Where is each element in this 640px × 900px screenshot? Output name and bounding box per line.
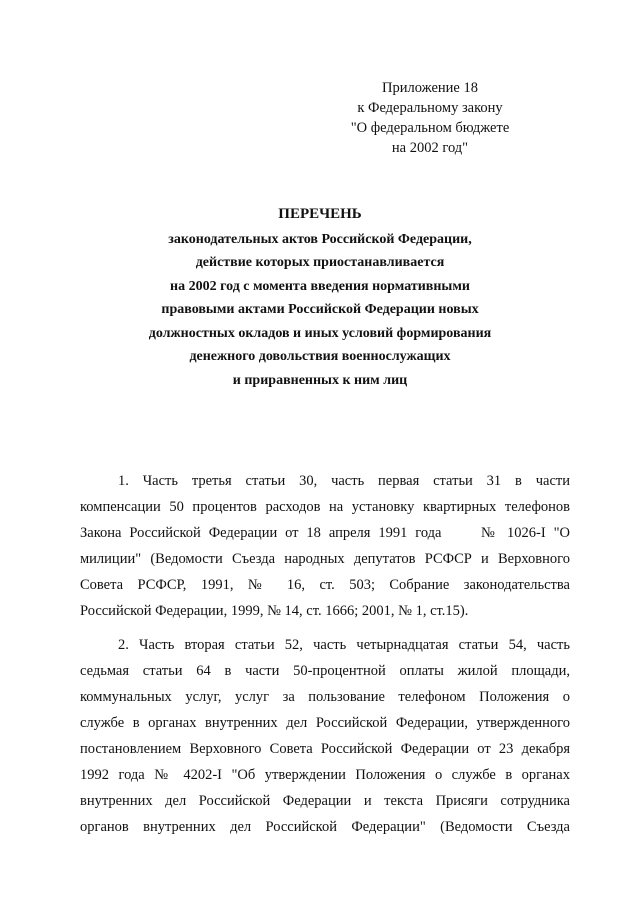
title-line: на 2002 год с момента введения нормативными xyxy=(170,278,470,294)
paragraph-line: постановлением Верховного Совета Российской Федерации от 23 декабря xyxy=(80,741,570,757)
paragraph-line: коммунальных услуг, услуг за пользование телефоном Положения о xyxy=(80,689,570,705)
paragraph-line: седьмая статьи 64 в части 50-процентной оплаты жилой площади, xyxy=(80,663,570,679)
paragraph-line: Совета РСФСР, 1991, № 16, ст. 503; Собрание законодательства xyxy=(80,577,570,593)
paragraph-line: внутренних дел Российской Федерации и текста Присяги сотрудника xyxy=(80,793,570,809)
document-body xyxy=(80,468,570,840)
title-line: денежного довольствия военнослужащих xyxy=(189,349,451,364)
title-line: и приравненных к ним лиц xyxy=(232,372,408,388)
paragraph-line: Российской Федерации, 1999, № 14, ст. 1666; 2001, № 1, ст.15). xyxy=(80,603,469,619)
paragraph-line: службе в органах внутренних дел Российской Федерации, утвержденного xyxy=(80,715,570,731)
list-item-2 xyxy=(80,632,570,840)
paragraph-line: Закона Российской Федерации от 18 апреля 1991 года № 1026-I "О xyxy=(80,525,570,541)
paragraph-line: компенсации 50 процентов расходов на установку квартирных телефонов xyxy=(80,499,570,515)
title-line: правовыми актами Российской Федерации новых xyxy=(161,302,479,317)
appendix-reference xyxy=(330,78,530,158)
paragraph-line: органов внутренних дел Российской Федерации" (Ведомости Съезда xyxy=(80,819,570,835)
paragraph-line: 1. Часть третья статьи 30, часть первая статьи 31 в части xyxy=(118,473,570,489)
paragraph-line: милиции" (Ведомости Съезда народных депутатов РСФСР и Верховного xyxy=(80,551,570,567)
appendix-line: Приложение 18 xyxy=(382,80,478,96)
title-line: действие которых приостанавливается xyxy=(195,255,445,270)
appendix-line: на 2002 год" xyxy=(391,140,469,156)
paragraph-line: 2. Часть вторая статьи 52, часть четырнадцатая статьи 54, часть xyxy=(118,637,570,653)
list-item-1 xyxy=(80,468,570,624)
title-heading: ПЕРЕЧЕНЬ xyxy=(278,206,362,222)
title-line: законодательных актов Российской Федерации, xyxy=(168,231,472,247)
appendix-line: "О федеральном бюджете xyxy=(350,120,510,136)
document-title xyxy=(110,203,530,392)
paragraph-line: 1992 года № 4202-I "Об утверждении Положения о службе в органах xyxy=(80,767,570,783)
appendix-line: к Федеральному закону xyxy=(357,100,503,116)
title-line: должностных окладов и иных условий формирования xyxy=(148,325,492,341)
